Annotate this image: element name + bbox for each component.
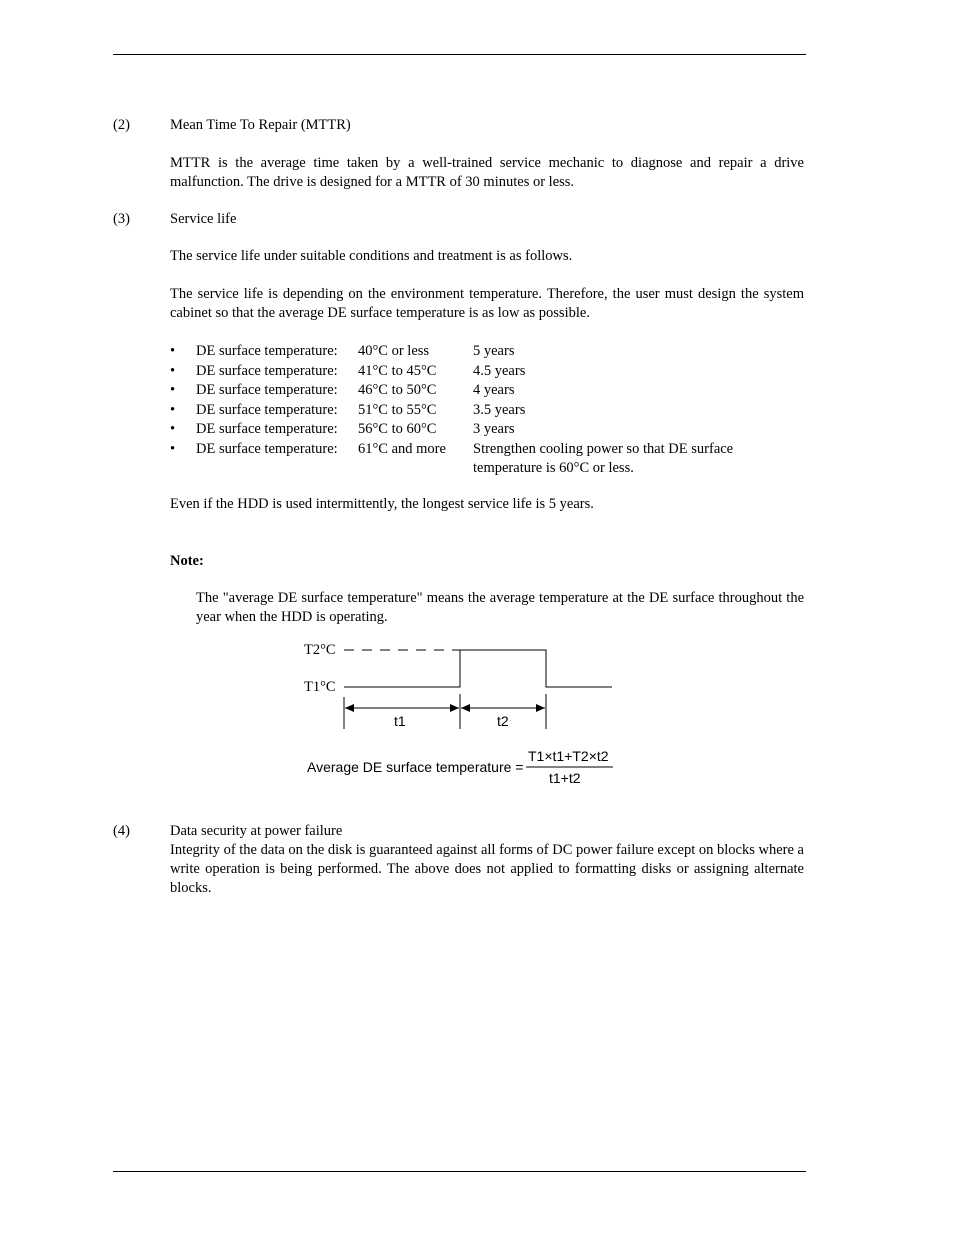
arrowhead-icon bbox=[536, 704, 545, 712]
section-2-title: Mean Time To Repair (MTTR) bbox=[170, 117, 351, 133]
bullet-icon: • bbox=[170, 440, 176, 457]
section-4-title: Data security at power failure bbox=[170, 823, 343, 839]
service-life-list bbox=[170, 342, 810, 479]
t1-label: T1°C bbox=[304, 679, 336, 695]
list-item: • DE surface temperature: 61°C and more Strengthen cooling power so that DE surface temperature is 60°C or less. bbox=[170, 440, 734, 476]
bullet-icon: • bbox=[170, 343, 176, 359]
section-2-paragraph: MTTR is the average time taken by a well-trained service mechanic to diagnose and repair a drive malfunction. The drive is designed for a MTTR of 30 minutes or less. bbox=[170, 155, 804, 190]
section-3-number: (3) bbox=[113, 211, 130, 227]
section-3-intro: The service life under suitable conditions and treatment is as follows. bbox=[170, 248, 573, 264]
bullet-icon: • bbox=[170, 401, 176, 418]
formula-numerator: T1×t1+T2×t2 bbox=[528, 748, 609, 764]
temperature-waveform bbox=[344, 650, 612, 687]
bullet-icon: • bbox=[170, 382, 176, 398]
arrowhead-icon bbox=[461, 704, 470, 712]
note-heading: Note: bbox=[170, 553, 204, 569]
bullet-icon: • bbox=[170, 421, 176, 437]
span-t1-label: t1 bbox=[394, 713, 406, 729]
list-item: • DE surface temperature: 40°C or less 5 years bbox=[170, 343, 515, 359]
section-3-paragraph: The service life is depending on the environment temperature. Therefore, the user must design the system cabinet so that the average DE surface temperature is as low as possible. bbox=[170, 286, 804, 321]
span-t2-label: t2 bbox=[497, 713, 509, 729]
arrowhead-icon bbox=[450, 704, 459, 712]
footer-rule bbox=[113, 1171, 806, 1172]
header-rule bbox=[113, 54, 806, 55]
list-item: • DE surface temperature: 56°C to 60°C 3 years bbox=[170, 421, 515, 437]
section-4-paragraph: Integrity of the data on the disk is guaranteed against all forms of DC power failure except on blocks where a write operation is being performed. The above does not applied to formatting disks or assigning alternate blocks. bbox=[170, 842, 804, 896]
formula-lhs: Average DE surface temperature = bbox=[307, 759, 524, 775]
arrowhead-icon bbox=[345, 704, 354, 712]
bullet-icon: • bbox=[170, 362, 176, 379]
list-item: • DE surface temperature: 41°C to 45°C 4.5 years bbox=[170, 362, 526, 379]
list-item: • DE surface temperature: 46°C to 50°C 4 years bbox=[170, 382, 515, 398]
list-item: • DE surface temperature: 51°C to 55°C 3.5 years bbox=[170, 401, 526, 418]
note-text: The "average DE surface temperature" means the average temperature at the DE surface throughout the year when the HDD is operating. bbox=[196, 590, 804, 625]
t2-label: T2°C bbox=[304, 642, 336, 658]
section-3-closing: Even if the HDD is used intermittently, the longest service life is 5 years. bbox=[170, 496, 594, 512]
section-2-number: (2) bbox=[113, 117, 130, 133]
formula-denominator: t1+t2 bbox=[549, 770, 581, 786]
section-3-title: Service life bbox=[170, 211, 237, 227]
section-4-number: (4) bbox=[113, 823, 130, 839]
